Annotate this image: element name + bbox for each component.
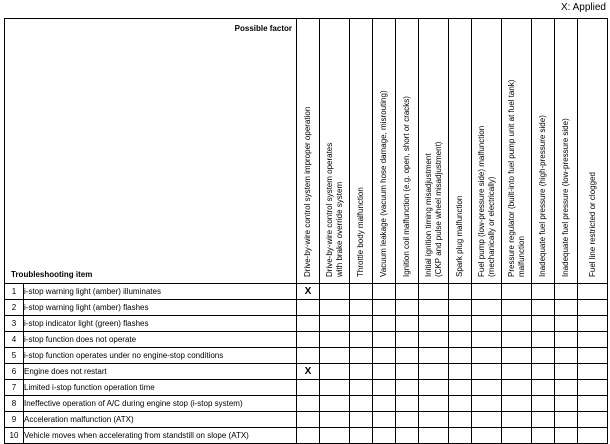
factor-label: Fuel pump (low-pressure side) malfunction (mechanically or electrically) xyxy=(476,125,496,277)
factor-header-cell xyxy=(502,19,532,284)
applied-mark-cell xyxy=(578,364,608,380)
factor-header-cell xyxy=(320,19,350,284)
applied-mark-cell xyxy=(532,332,555,348)
applied-mark-cell xyxy=(502,300,532,316)
applied-mark-cell xyxy=(532,300,555,316)
applied-mark-cell xyxy=(578,316,608,332)
applied-mark-cell xyxy=(502,332,532,348)
applied-mark-cell xyxy=(578,300,608,316)
applied-mark-cell xyxy=(350,284,373,300)
applied-mark-cell xyxy=(449,396,472,412)
applied-mark-cell xyxy=(578,332,608,348)
applied-mark-cell xyxy=(555,348,578,364)
applied-mark-cell xyxy=(502,428,532,444)
factor-label: Spark plug malfunction xyxy=(455,195,464,277)
applied-mark-cell xyxy=(472,284,502,300)
applied-mark-cell xyxy=(320,412,350,428)
applied-mark-cell xyxy=(532,348,555,364)
factor-label: Initial ignition timing misadjustment (CKP and pulse wheel misadjustment) xyxy=(423,141,443,277)
applied-mark-cell xyxy=(532,396,555,412)
table-row xyxy=(5,300,608,316)
applied-mark-cell xyxy=(350,380,373,396)
applied-mark-cell xyxy=(373,348,396,364)
row-number: 6 xyxy=(5,364,24,380)
table-row xyxy=(5,332,608,348)
applied-mark-cell xyxy=(419,316,449,332)
applied-mark-cell xyxy=(578,396,608,412)
applied-mark-cell xyxy=(502,316,532,332)
applied-mark-cell xyxy=(350,332,373,348)
table-row xyxy=(5,316,608,332)
applied-mark-cell xyxy=(396,428,419,444)
troubleshooting-item: Limited i-stop function operation time xyxy=(24,380,297,396)
applied-mark-cell xyxy=(350,364,373,380)
applied-mark-cell xyxy=(502,364,532,380)
applied-mark-cell xyxy=(555,412,578,428)
applied-mark-cell xyxy=(472,380,502,396)
row-number: 1 xyxy=(5,284,24,300)
applied-mark-cell xyxy=(373,300,396,316)
applied-mark-cell xyxy=(419,396,449,412)
applied-mark-cell xyxy=(373,412,396,428)
factor-header-cell xyxy=(297,19,320,284)
applied-mark-cell xyxy=(502,284,532,300)
header-corner-cell xyxy=(5,19,297,284)
applied-mark-cell xyxy=(502,380,532,396)
applied-mark-cell xyxy=(350,412,373,428)
applied-mark-cell xyxy=(320,380,350,396)
table-row xyxy=(5,284,608,300)
applied-mark-cell xyxy=(532,380,555,396)
troubleshooting-item: i-stop warning light (amber) illuminates xyxy=(24,284,297,300)
applied-mark-cell xyxy=(502,412,532,428)
factor-label: Inadequate fuel pressure (low-pressure side) xyxy=(561,118,570,277)
factor-label: Inadequate fuel pressure (high-pressure side) xyxy=(538,115,547,277)
troubleshooting-item: i-stop function operates under no engine-stop conditions xyxy=(24,348,297,364)
applied-mark-cell xyxy=(578,412,608,428)
troubleshooting-item: i-stop indicator light (green) flashes xyxy=(24,316,297,332)
row-number: 4 xyxy=(5,332,24,348)
applied-mark-cell xyxy=(297,396,320,412)
applied-mark-cell xyxy=(373,364,396,380)
applied-mark-cell xyxy=(320,300,350,316)
row-number: 3 xyxy=(5,316,24,332)
applied-mark-cell xyxy=(449,380,472,396)
applied-mark-cell xyxy=(297,428,320,444)
applied-mark-cell xyxy=(373,284,396,300)
applied-mark-cell xyxy=(373,380,396,396)
troubleshooting-item: Ineffective operation of A/C during engine stop (i-stop system) xyxy=(24,396,297,412)
applied-mark-cell xyxy=(396,396,419,412)
applied-mark-cell xyxy=(502,348,532,364)
applied-mark-cell xyxy=(555,396,578,412)
applied-mark-cell xyxy=(396,332,419,348)
applied-mark-cell xyxy=(419,364,449,380)
applied-mark-cell xyxy=(396,380,419,396)
factor-label: Vacuum leakage (vacuum hose damage, misrouting) xyxy=(379,90,388,277)
applied-mark-cell xyxy=(320,332,350,348)
factor-label: Drive-by-wire control system operates with brake override system xyxy=(324,142,344,277)
possible-factor-label: Possible factor xyxy=(234,24,292,33)
applied-mark-cell xyxy=(555,332,578,348)
applied-mark-cell xyxy=(350,348,373,364)
table-row xyxy=(5,364,608,380)
applied-mark-cell xyxy=(578,428,608,444)
factor-header-cell xyxy=(396,19,419,284)
applied-mark-cell xyxy=(320,348,350,364)
applied-mark-cell xyxy=(555,284,578,300)
applied-mark-cell xyxy=(532,284,555,300)
troubleshooting-item: i-stop warning light (amber) flashes xyxy=(24,300,297,316)
applied-mark-cell xyxy=(578,380,608,396)
applied-mark-cell xyxy=(320,284,350,300)
applied-mark-cell xyxy=(320,428,350,444)
row-number: 5 xyxy=(5,348,24,364)
row-number: 10 xyxy=(5,428,24,444)
row-number: 8 xyxy=(5,396,24,412)
applied-mark-cell xyxy=(396,348,419,364)
factor-label: Fuel line restricted or clogged xyxy=(587,172,597,277)
applied-mark-cell xyxy=(532,428,555,444)
applied-mark-cell xyxy=(373,428,396,444)
row-number: 2 xyxy=(5,300,24,316)
applied-mark-cell xyxy=(555,364,578,380)
factor-header-cell xyxy=(373,19,396,284)
factor-header-cell xyxy=(350,19,373,284)
applied-mark-cell xyxy=(449,428,472,444)
applied-mark-cell xyxy=(532,412,555,428)
applied-mark-cell xyxy=(449,348,472,364)
applied-mark-cell xyxy=(419,428,449,444)
applied-mark-cell: X xyxy=(297,284,320,300)
troubleshooting-item: Vehicle moves when accelerating from standstill on slope (ATX) xyxy=(24,428,297,444)
applied-mark-cell xyxy=(350,316,373,332)
applied-mark-cell xyxy=(350,396,373,412)
applied-mark-cell xyxy=(419,412,449,428)
applied-mark-cell xyxy=(419,284,449,300)
applied-mark-cell xyxy=(396,284,419,300)
applied-mark-cell xyxy=(297,380,320,396)
applied-mark-cell xyxy=(320,396,350,412)
factor-header-cell xyxy=(532,19,555,284)
applied-mark-cell xyxy=(449,364,472,380)
applied-mark-cell xyxy=(449,284,472,300)
applied-mark-cell xyxy=(396,364,419,380)
table-body xyxy=(5,19,608,444)
row-number: 7 xyxy=(5,380,24,396)
factor-header-cell xyxy=(555,19,578,284)
applied-mark-cell xyxy=(449,300,472,316)
troubleshooting-item: Engine does not restart xyxy=(24,364,297,380)
applied-mark-cell xyxy=(555,428,578,444)
applied-mark-cell xyxy=(373,332,396,348)
applied-mark-cell xyxy=(320,364,350,380)
table-row xyxy=(5,412,608,428)
applied-mark-cell xyxy=(472,348,502,364)
applied-mark-cell xyxy=(297,332,320,348)
applied-mark-cell xyxy=(449,332,472,348)
applied-mark-cell xyxy=(297,300,320,316)
applied-mark-cell xyxy=(396,412,419,428)
applied-mark-cell xyxy=(578,284,608,300)
applied-mark-cell xyxy=(449,316,472,332)
applied-mark-cell xyxy=(502,396,532,412)
factor-label: Drive-by-wire control system improper operation xyxy=(303,106,312,277)
table-row xyxy=(5,396,608,412)
header-row xyxy=(5,19,608,284)
troubleshooting-item-label: Troubleshooting item xyxy=(11,270,93,279)
applied-mark-cell xyxy=(555,316,578,332)
applied-mark-cell xyxy=(396,300,419,316)
applied-mark-cell xyxy=(555,380,578,396)
troubleshooting-item: Acceleration malfunction (ATX) xyxy=(24,412,297,428)
applied-mark-cell xyxy=(419,332,449,348)
table-row xyxy=(5,380,608,396)
applied-mark-cell xyxy=(350,300,373,316)
applied-mark-cell xyxy=(373,316,396,332)
applied-mark-cell: X xyxy=(297,364,320,380)
table-row xyxy=(5,348,608,364)
applied-mark-cell xyxy=(297,316,320,332)
applied-mark-cell xyxy=(297,412,320,428)
applied-mark-cell xyxy=(472,412,502,428)
applied-mark-cell xyxy=(419,380,449,396)
table-row xyxy=(5,428,608,444)
applied-mark-cell xyxy=(472,300,502,316)
factor-label: Ignition coil malfunction (e.g. open, short or cracks) xyxy=(402,96,411,277)
factor-header-cell xyxy=(578,19,608,284)
applied-mark-cell xyxy=(396,316,419,332)
applied-mark-cell xyxy=(320,316,350,332)
troubleshooting-item: i-stop function does not operate xyxy=(24,332,297,348)
applied-mark-cell xyxy=(373,396,396,412)
applied-mark-cell xyxy=(297,348,320,364)
applied-mark-cell xyxy=(472,316,502,332)
applied-mark-cell xyxy=(419,348,449,364)
factor-label: Throttle body malfunction xyxy=(356,187,365,277)
factor-header-cell xyxy=(449,19,472,284)
applied-mark-cell xyxy=(350,428,373,444)
factor-label: Pressure regulator (built-into fuel pump unit at fuel tank) malfunction xyxy=(506,79,526,277)
applied-mark-cell xyxy=(472,364,502,380)
applied-mark-cell xyxy=(472,396,502,412)
applied-mark-cell xyxy=(449,412,472,428)
legend-applied: X: Applied xyxy=(560,2,606,13)
row-number: 9 xyxy=(5,412,24,428)
applied-mark-cell xyxy=(419,300,449,316)
factor-header-cell xyxy=(419,19,449,284)
applied-mark-cell xyxy=(578,348,608,364)
applied-mark-cell xyxy=(472,332,502,348)
applied-mark-cell xyxy=(555,300,578,316)
applied-mark-cell xyxy=(532,364,555,380)
troubleshooting-table xyxy=(4,18,608,444)
factor-header-cell xyxy=(472,19,502,284)
applied-mark-cell xyxy=(532,316,555,332)
applied-mark-cell xyxy=(472,428,502,444)
